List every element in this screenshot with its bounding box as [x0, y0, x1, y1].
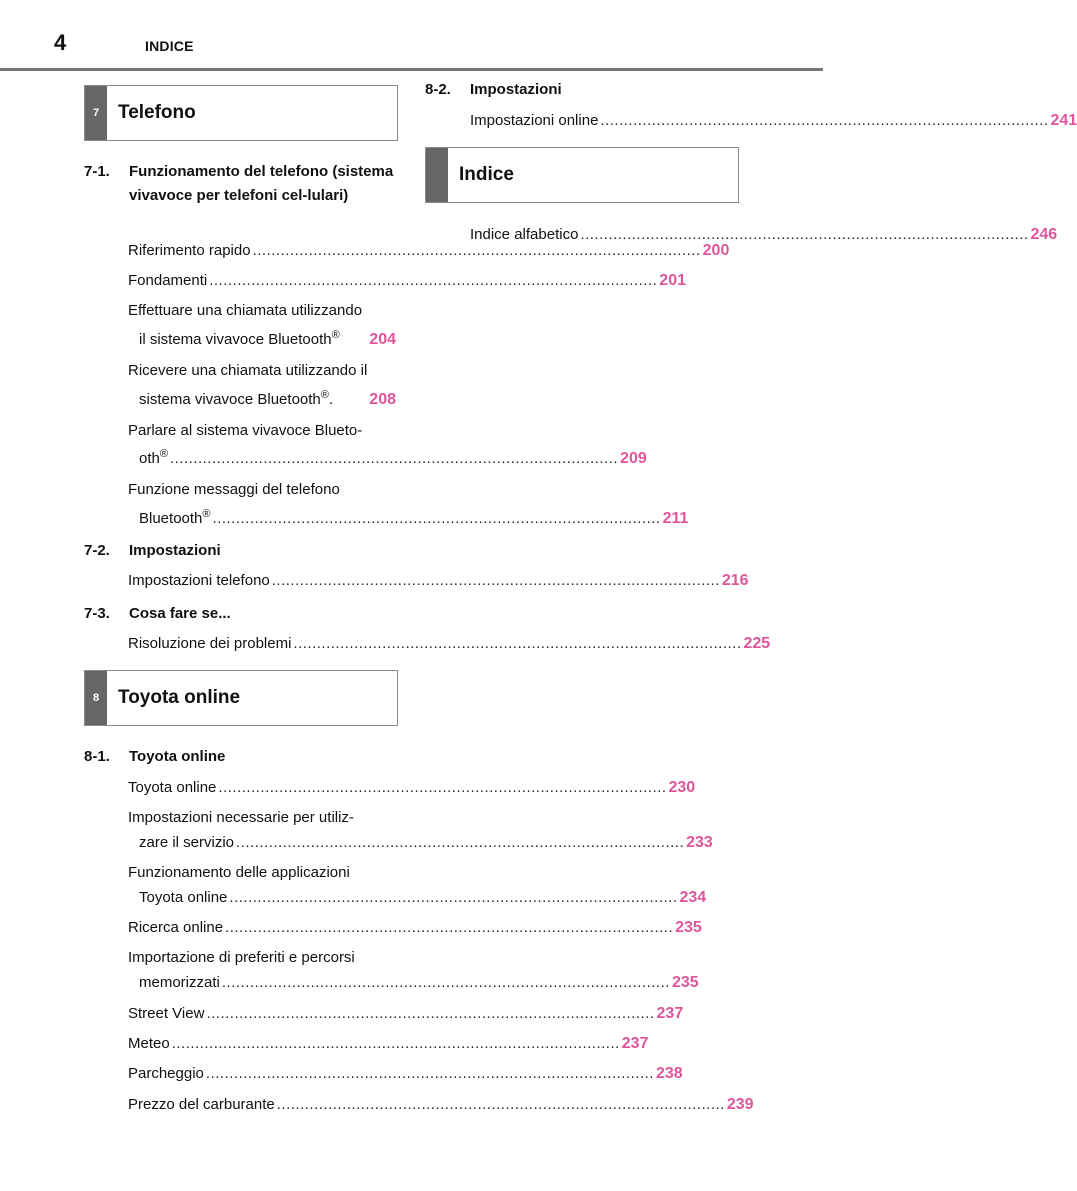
entry-line1: Impostazioni necessarie per utiliz- — [128, 809, 354, 826]
subsection-number: 7-2. — [84, 542, 110, 559]
entry-page[interactable]: 208 — [369, 391, 396, 408]
toc-entry-indice-alfabetico[interactable] — [470, 223, 1058, 247]
toc-entry-fondamenti[interactable] — [128, 269, 686, 293]
toc-entry-impostazioni-online[interactable] — [470, 109, 1077, 133]
toc-entry-funzionamento-applicazioni[interactable] — [139, 886, 707, 910]
leader-dots: ................................................................................................ — [218, 779, 667, 796]
toc-entry-meteo[interactable] — [128, 1032, 649, 1056]
entry-label-text: il sistema vivavoce Bluetooth — [139, 331, 332, 348]
subsection-title: Toyota online — [129, 748, 226, 765]
subsection-title: Cosa fare se... — [129, 605, 231, 622]
entry-label: Indice alfabetico — [470, 226, 579, 243]
entry-line1: Parlare al sistema vivavoce Blueto- — [128, 422, 363, 439]
leader-dots: ................................................................................................ — [229, 889, 678, 906]
entry-line1: Ricevere una chiamata utilizzando il — [128, 362, 368, 379]
subsection-number: 8-2. — [425, 81, 451, 98]
entry-label-text: sistema vivavoce Bluetooth — [139, 391, 321, 408]
entry-label: Riferimento rapido — [128, 242, 251, 259]
entry-line1: Importazione di preferiti e percorsi — [128, 949, 355, 966]
toc-entry-risoluzione-problemi[interactable] — [128, 632, 771, 656]
entry-page[interactable]: 234 — [679, 889, 707, 906]
subsection-7-2 — [84, 539, 399, 563]
index-section-title: Indice — [459, 164, 514, 185]
registered-mark: ® — [320, 389, 329, 401]
leader-dots: ................................................................................................ — [600, 112, 1049, 129]
leader-dots: ................................................................................................ — [206, 1005, 655, 1022]
toc-entry-importazione-preferiti[interactable] — [139, 971, 699, 995]
section-7-title: Telefono — [118, 102, 196, 123]
entry-page[interactable]: 209 — [620, 450, 647, 467]
entry-page[interactable]: 211 — [662, 510, 689, 527]
entry-page[interactable]: 235 — [675, 919, 702, 936]
toc-entry-effettuare-chiamata[interactable] — [139, 328, 396, 352]
entry-line1: Funzionamento delle applicazioni — [128, 864, 350, 881]
entry-page[interactable]: 233 — [686, 834, 713, 851]
subsection-number: 7-1. — [84, 163, 110, 180]
entry-label — [139, 388, 333, 412]
leader-dots: ................................................................................................ — [252, 242, 701, 259]
subsection-title: Impostazioni — [129, 542, 221, 559]
entry-page[interactable]: 235 — [671, 974, 699, 991]
leader-dots: ................................................................................................ — [580, 226, 1029, 243]
entry-label — [139, 447, 168, 471]
entry-page[interactable]: 204 — [369, 331, 396, 348]
toc-entry-parlare-sistema[interactable] — [139, 447, 647, 471]
toc-entry-impostazioni-telefono[interactable] — [128, 569, 749, 593]
toc-entry-ricerca-online[interactable] — [128, 916, 702, 940]
entry-label-text: oth — [139, 450, 160, 467]
leader-dots: ................................................................................................ — [171, 1035, 620, 1052]
entry-label: zare il servizio — [139, 834, 235, 851]
entry-label: Fondamenti — [128, 272, 208, 289]
toc-entry-toyota-online[interactable] — [128, 776, 696, 800]
registered-mark: ® — [331, 329, 340, 341]
entry-page[interactable]: 230 — [668, 779, 696, 796]
leader-dots: ................................................................................................ — [212, 510, 661, 527]
section-8-title: Toyota online — [118, 687, 241, 708]
toc-entry-ricevere-chiamata[interactable] — [139, 388, 396, 412]
entry-label: Toyota online — [139, 889, 228, 906]
toc-entry-prezzo-carburante[interactable] — [128, 1093, 754, 1117]
subsection-title: Funzionamento del telefono (sistema vivavoce per telefoni cel-lulari) — [129, 163, 394, 204]
entry-page[interactable]: 225 — [743, 635, 771, 652]
entry-label: Impostazioni telefono — [128, 572, 270, 589]
entry-label-tail: . — [328, 391, 334, 408]
section-8-header — [84, 670, 398, 726]
entry-page[interactable]: 200 — [702, 242, 730, 259]
leader-dots: ................................................................................................ — [276, 1096, 725, 1113]
toc-entry-riferimento-rapido[interactable] — [128, 239, 730, 263]
entry-page[interactable]: 216 — [721, 572, 749, 589]
entry-label: Meteo — [128, 1035, 170, 1052]
subsection-number: 8-1. — [84, 748, 110, 765]
entry-label: Prezzo del carburante — [128, 1096, 275, 1113]
toc-entry-street-view[interactable] — [128, 1002, 684, 1026]
subsection-title: Impostazioni — [470, 81, 562, 98]
entry-label: Ricerca online — [128, 919, 224, 936]
section-7-header — [84, 85, 398, 141]
running-title: INDICE — [145, 38, 194, 54]
leader-dots: ................................................................................................ — [271, 572, 720, 589]
entry-page[interactable]: 246 — [1030, 226, 1058, 243]
entry-page[interactable]: 239 — [726, 1096, 754, 1113]
entry-label — [139, 328, 340, 352]
entry-line1: Funzione messaggi del telefono — [128, 481, 340, 498]
toc-entry-parcheggio[interactable] — [128, 1062, 683, 1086]
entry-label: Risoluzione dei problemi — [128, 635, 292, 652]
subsection-8-2 — [425, 78, 740, 102]
entry-label: Impostazioni online — [470, 112, 599, 129]
index-section-header — [425, 147, 739, 203]
section-8-tab: 8 — [85, 671, 107, 725]
leader-dots: ................................................................................................ — [293, 635, 742, 652]
registered-mark: ® — [202, 508, 211, 520]
entry-label — [139, 507, 211, 531]
entry-label: Street View — [128, 1005, 205, 1022]
entry-label: Toyota online — [128, 779, 217, 796]
leader-dots: ................................................................................................ — [209, 272, 658, 289]
registered-mark: ® — [159, 448, 168, 460]
toc-entry-impostazioni-necessarie[interactable] — [139, 831, 713, 855]
leader-dots: ................................................................................................ — [225, 919, 674, 936]
header-rule — [0, 68, 823, 71]
subsection-8-1 — [84, 745, 399, 769]
entry-page[interactable]: 241 — [1050, 112, 1077, 129]
page-number: 4 — [54, 30, 67, 55]
index-section-tab — [426, 148, 448, 202]
entry-page[interactable]: 201 — [659, 272, 686, 289]
entry-label: memorizzati — [139, 974, 220, 991]
entry-line1: Effettuare una chiamata utilizzando — [128, 302, 363, 319]
entry-page[interactable]: 238 — [655, 1065, 683, 1082]
entry-page[interactable]: 237 — [621, 1035, 649, 1052]
leader-dots: ................................................................................................ — [205, 1065, 654, 1082]
toc-entry-funzione-messaggi[interactable] — [139, 507, 689, 531]
section-7-tab: 7 — [85, 86, 107, 140]
leader-dots: ................................................................................................ — [169, 450, 619, 467]
entry-label-text: Bluetooth — [139, 510, 203, 527]
leader-dots: ................................................................................................ — [236, 834, 685, 851]
leader-dots: ................................................................................................ — [221, 974, 670, 991]
subsection-7-1 — [84, 160, 399, 232]
entry-label: Parcheggio — [128, 1065, 204, 1082]
subsection-number: 7-3. — [84, 605, 110, 622]
subsection-7-3 — [84, 602, 399, 626]
entry-page[interactable]: 237 — [656, 1005, 684, 1022]
